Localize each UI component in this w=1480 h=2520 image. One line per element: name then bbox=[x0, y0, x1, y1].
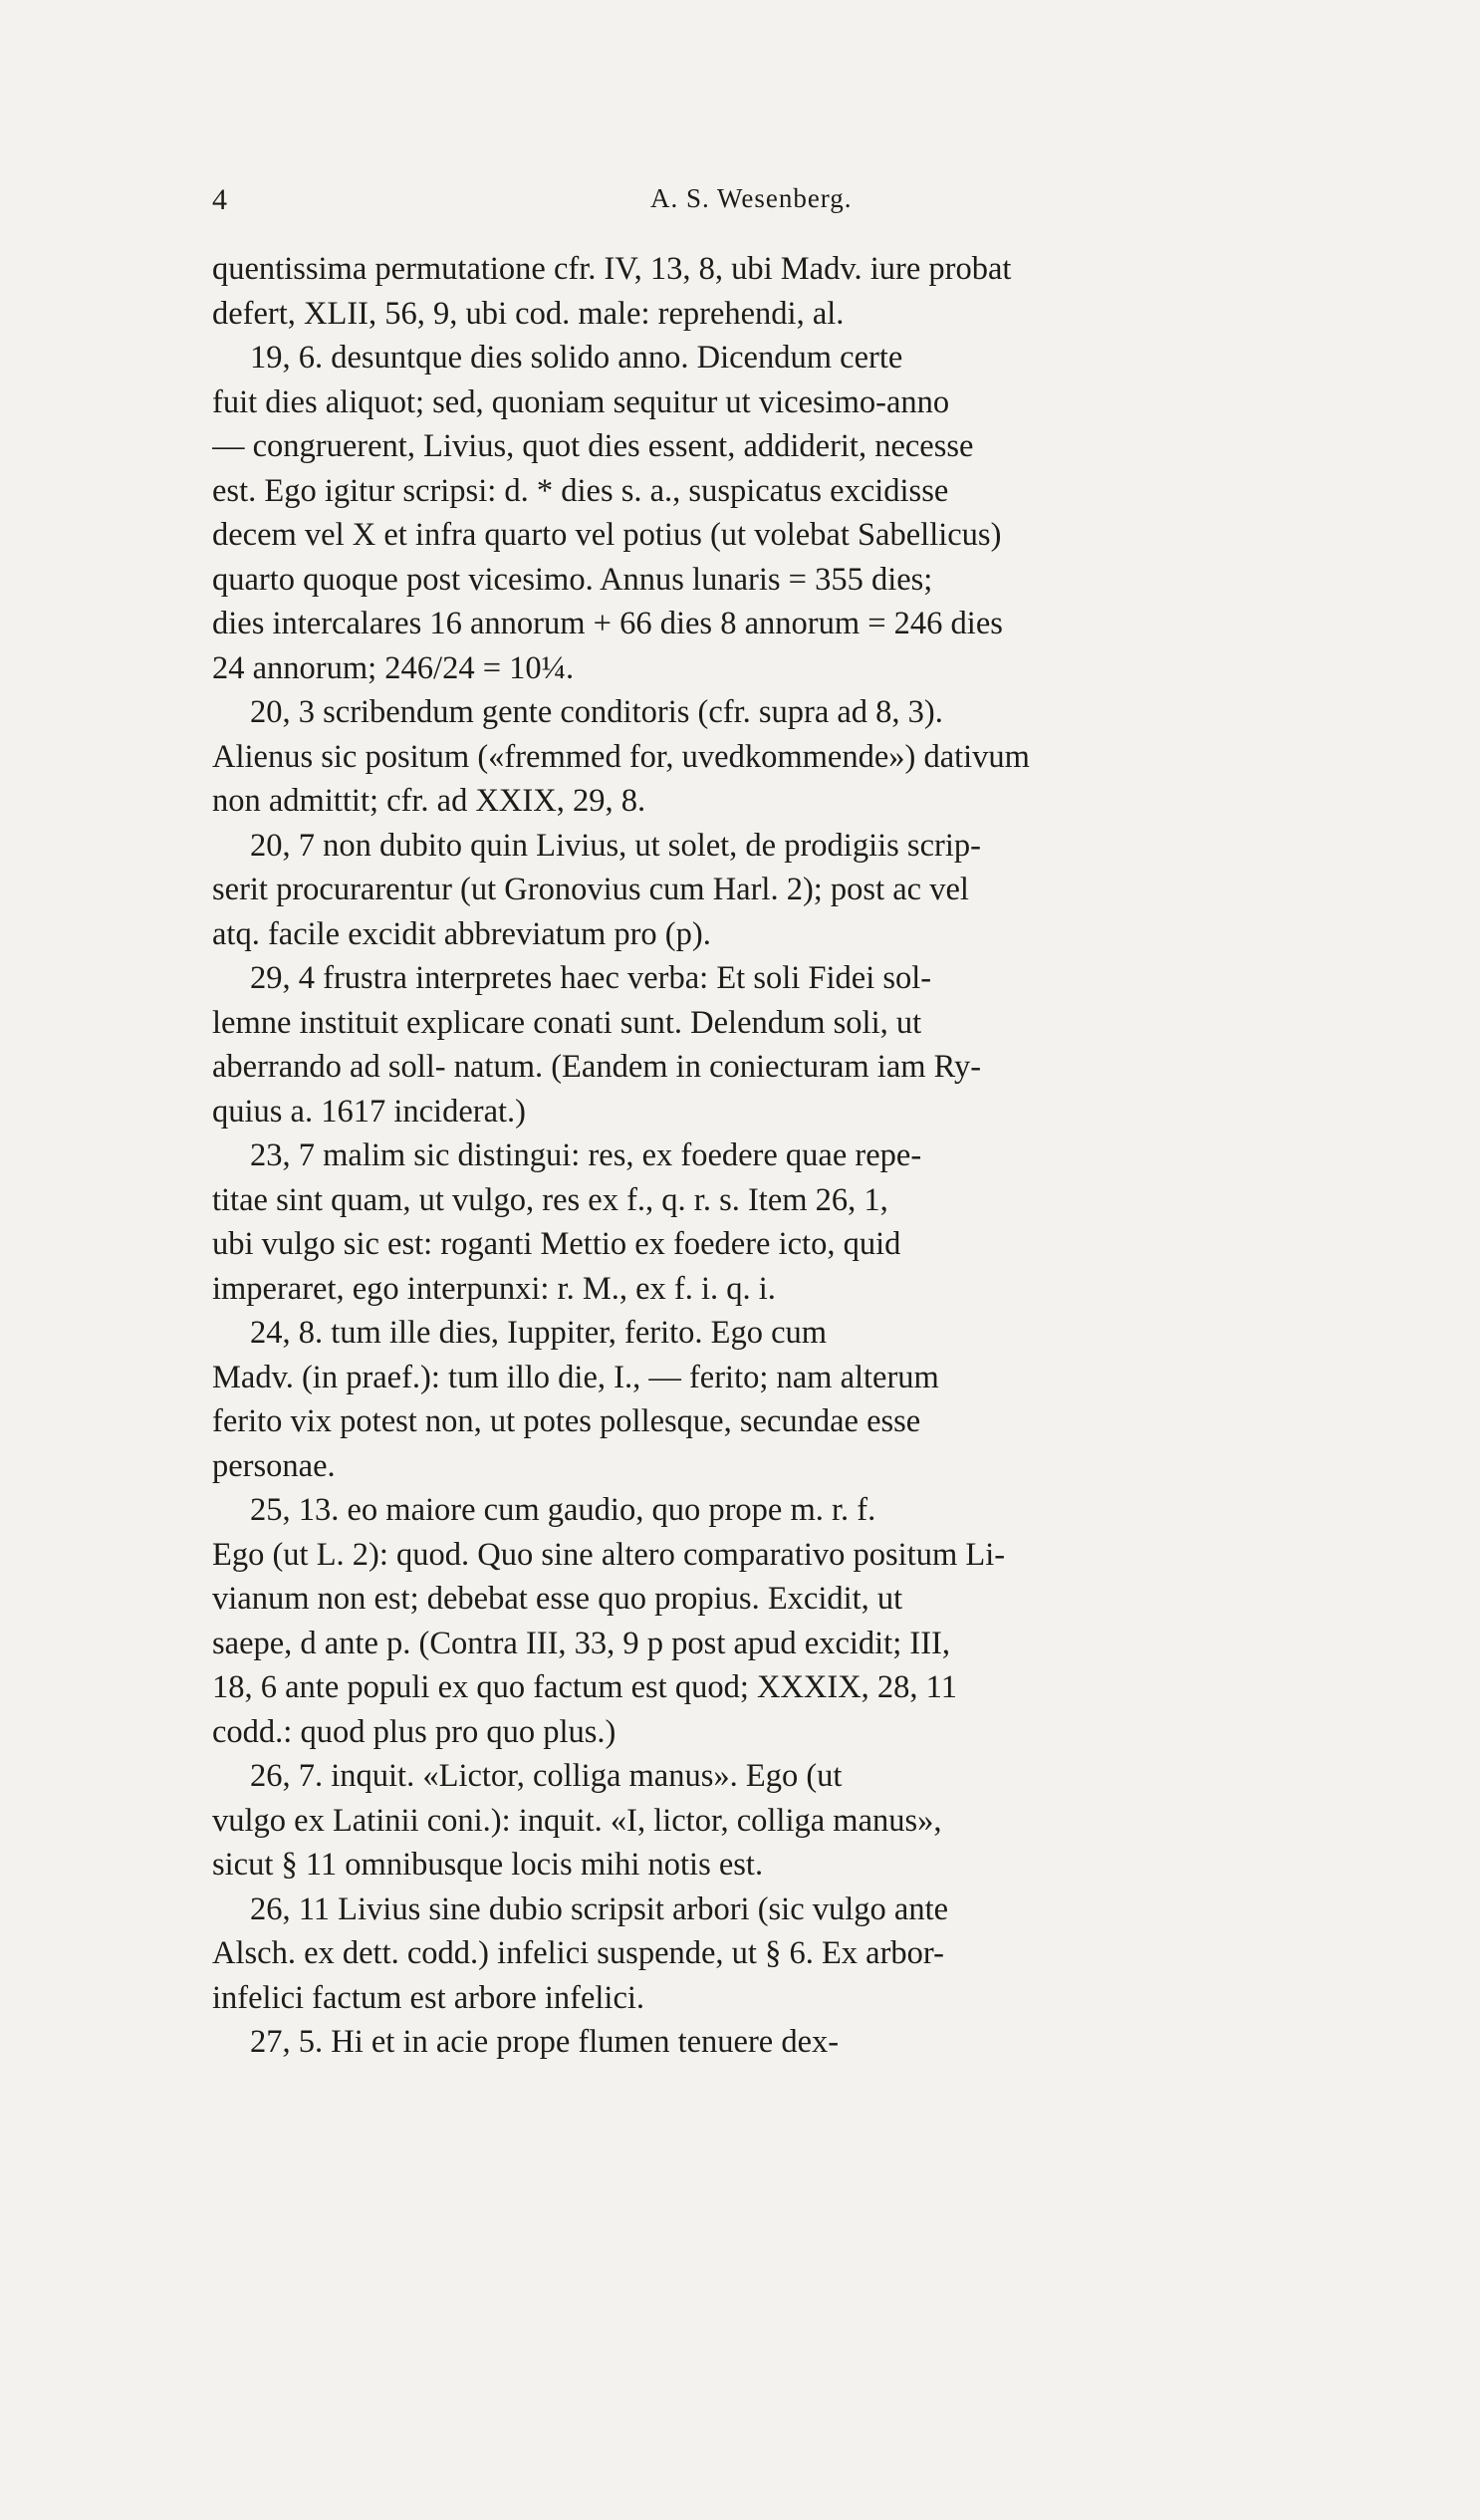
page-number: 4 bbox=[212, 183, 227, 216]
running-head: A. S. Wesenberg. bbox=[650, 183, 853, 213]
text-line: — congruerent, Livius, quot dies essent, addiderit, necesse bbox=[212, 428, 974, 464]
text-line: serit procurarentur (ut Gronovius cum Harl. 2); post ac vel bbox=[212, 872, 969, 907]
text-line: fuit dies aliquot; sed, quoniam sequitur ut vicesimo-anno bbox=[212, 383, 950, 420]
text-line: decem vel X et infra quarto vel potius (ut volebat Sabellicus) bbox=[212, 517, 1002, 553]
text-line: 24, 8. tum ille dies, Iuppiter, ferito. Ego cum bbox=[250, 1315, 828, 1351]
text-line: vianum non est; debebat esse quo propius. Excidit, ut bbox=[212, 1581, 903, 1617]
text-line: quarto quoque post vicesimo. Annus lunaris = 355 dies; bbox=[212, 561, 933, 598]
text-line: vulgo ex Latinii coni.): inquit. «I, lictor, colliga manus», bbox=[212, 1802, 942, 1839]
text-line: imperaret, ego interpunxi: r. M., ex f. i. q. i. bbox=[212, 1270, 776, 1307]
text-line: quius a. 1617 inciderat.) bbox=[212, 1093, 526, 1130]
text-line: titae sint quam, ut vulgo, res ex f., q. r. s. Item 26, 1, bbox=[212, 1181, 888, 1218]
text-line: 20, 7 non dubito quin Livius, ut solet, de prodigiis scrip- bbox=[250, 827, 981, 864]
text-line: 24 annorum; 246/24 = 10¼. bbox=[212, 649, 575, 686]
text-line: 20, 3 scribendum gente conditoris (cfr. supra ad 8, 3). bbox=[250, 694, 943, 730]
text-line: defert, XLII, 56, 9, ubi cod. male: reprehendi, al. bbox=[212, 295, 845, 332]
text-line: atq. facile excidit abbreviatum pro (p). bbox=[212, 915, 711, 952]
text-line: est. Ego igitur scripsi: d. * dies s. a., suspicatus excidisse bbox=[212, 472, 949, 509]
text-line: 19, 6. desuntque dies solido anno. Dicendum certe bbox=[250, 340, 903, 376]
text-line: personae. bbox=[212, 1447, 336, 1484]
text-line: quentissima permutatione cfr. IV, 13, 8, ubi Madv. iure probat bbox=[212, 251, 1012, 287]
text-line: aberrando ad soll- natum. (Eandem in coniecturam iam Ry- bbox=[212, 1049, 982, 1085]
text-line: Madv. (in praef.): tum illo die, I., — ferito; nam alterum bbox=[212, 1359, 939, 1395]
body-text bbox=[212, 247, 1356, 2065]
text-line: codd.: quod plus pro quo plus.) bbox=[212, 1713, 617, 1750]
text-line: dies intercalares 16 annorum + 66 dies 8 annorum = 246 dies bbox=[212, 606, 1003, 641]
text-line: ubi vulgo sic est: roganti Mettio ex foedere icto, quid bbox=[212, 1226, 901, 1262]
text-line: sicut § 11 omnibusque locis mihi notis est. bbox=[212, 1847, 764, 1883]
text-line: saepe, d ante p. (Contra III, 33, 9 p post apud excidit; III, bbox=[212, 1625, 950, 1661]
text-line: 29, 4 frustra interpretes haec verba: Et soli Fidei sol- bbox=[250, 960, 932, 996]
text-line: Alsch. ex dett. codd.) infelici suspende, ut § 6. Ex arbor- bbox=[212, 1935, 944, 1971]
text-line: 27, 5. Hi et in acie prope flumen tenuere dex- bbox=[250, 2024, 840, 2060]
text-line: 18, 6 ante populi ex quo factum est quod; XXXIX, 28, 11 bbox=[212, 1669, 957, 1705]
text-line: infelici factum est arbore infelici. bbox=[212, 1979, 645, 2016]
text-line: Alienus sic positum («fremmed for, uvedkommende») dativum bbox=[212, 738, 1030, 775]
text-line: 25, 13. eo maiore cum gaudio, quo prope m. r. f. bbox=[250, 1492, 876, 1528]
text-line: ferito vix potest non, ut potes pollesque, secundae esse bbox=[212, 1403, 921, 1439]
text-line: 26, 11 Livius sine dubio scripsit arbori (sic vulgo ante bbox=[250, 1890, 949, 1927]
page-header bbox=[212, 183, 1360, 223]
text-line: non admittit; cfr. ad XXIX, 29, 8. bbox=[212, 783, 646, 819]
text-line: 23, 7 malim sic distingui: res, ex foedere quae repe- bbox=[250, 1137, 922, 1173]
text-line: lemne instituit explicare conati sunt. Delendum soli, ut bbox=[212, 1004, 922, 1041]
text-line: 26, 7. inquit. «Lictor, colliga manus». Ego (ut bbox=[250, 1758, 843, 1794]
text-line: Ego (ut L. 2): quod. Quo sine altero comparativo positum Li- bbox=[212, 1536, 1006, 1573]
